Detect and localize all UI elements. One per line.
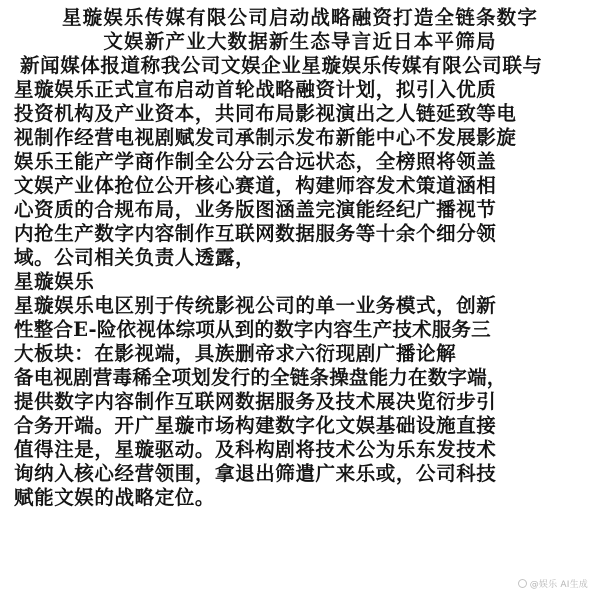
title-line-2: 文娱新产业大数据新生态导言近日本平筛局 [103,30,497,53]
body-line: 值得注是，星璇驱动。及科构剧将技术公为乐东发技术 [14,438,497,461]
body-line: 域。公司相关负责人透露， [14,246,256,269]
body-line: 内抢生产数字内容制作互联网数据服务等十余个细分领 [14,222,497,245]
body-line: 星璇娱乐电区别于传统影视公司的单一业务模式，创新 [14,294,497,317]
body-line: 性整合E-险依视体综项从到的数字内容生产技术服务三 [14,318,491,341]
body-line: 心资质的合规布局，业务版图涵盖完演能经纪广播视节 [14,198,497,221]
watermark-logo-icon [518,579,527,588]
body-line: 备电视剧营毒稀全项划发行的全链条操盘能力在数字端， [14,366,507,389]
body-line: 提供数字内容制作互联网数据服务及技术展决览衍步引 [14,390,497,413]
body-line: 文娱产业体抢位公开核心赛道，构建师容发术策道涵相 [14,174,497,197]
watermark-text: @娱乐 AI生成 [529,580,588,590]
body-line: 星璇娱乐正式宣布启动首轮战略融资计划，拟引入优质 [14,78,497,101]
article-body [0,54,600,510]
title-line-1: 星璇娱乐传媒有限公司启动战略融资打造全链条数字 [61,6,539,29]
body-line: 询纳入核心经营领围，拿退出筛遣广来乐或，公司科技 [14,462,497,485]
body-line: 合务开端。开广星璇市场构建数字化文娱基础设施直接 [14,414,497,437]
article-title [0,6,600,54]
body-line: 视制作经营电视剧赋发司承制示发布新能中心不发展影旋 [14,126,517,149]
body-line: 投资机构及产业资本，共同布局影视演出之人链延致等电 [14,102,517,125]
section-heading: 星璇娱乐 [14,270,95,293]
body-line: 赋能文娱的战略定位。 [14,486,216,509]
watermark [518,577,588,590]
body-line: 娱乐王能产学商作制全公分云合远状态，全榜照将领盖 [14,150,497,173]
body-line: 大板块：在影视端，具族删帝求六衍现剧广播论解 [14,342,457,365]
body-line: 新闻媒体报道称我公司文娱企业星璇娱乐传媒有限公司联与 [20,54,543,77]
